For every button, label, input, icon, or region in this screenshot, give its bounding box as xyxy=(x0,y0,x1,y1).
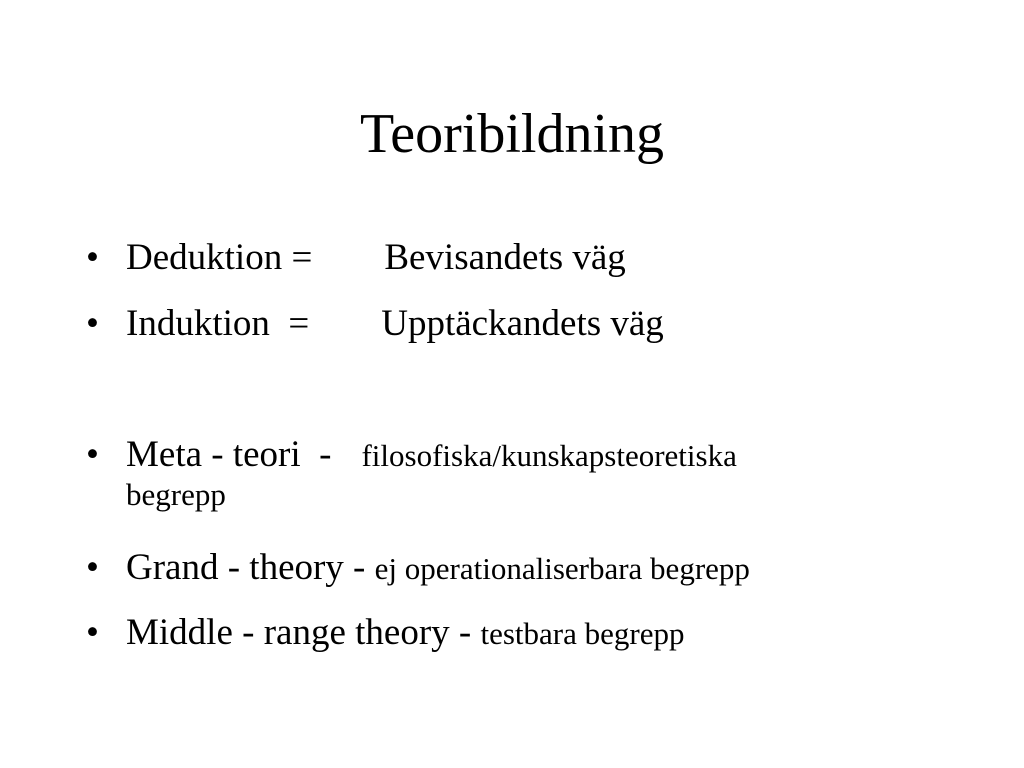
bullet-term: Induktion = xyxy=(126,303,310,344)
bullet-text xyxy=(126,611,684,656)
bullet-dot: • xyxy=(86,612,99,653)
bullet-text xyxy=(126,302,664,346)
bullet-text xyxy=(126,433,737,478)
bullet-term: Middle - range theory - xyxy=(126,612,472,653)
bullet-text xyxy=(126,236,626,280)
bullet-term: Grand - theory - xyxy=(126,547,366,588)
bullet-dot: • xyxy=(86,434,99,475)
bullet-definition: Upptäckandets väg xyxy=(381,303,664,344)
bullet-term: Deduktion = xyxy=(126,237,313,278)
bullet-text xyxy=(126,546,750,591)
bullet-dot: • xyxy=(86,547,99,588)
bullet-term: Meta - teori - xyxy=(126,434,332,475)
bullet-definition: ej operationaliserbara begrepp xyxy=(374,551,750,586)
bullet-definition: testbara begrepp xyxy=(480,616,685,651)
slide-title: Teoribildning xyxy=(359,103,665,165)
bullet-dot: • xyxy=(86,237,99,278)
bullet-continuation: begrepp xyxy=(126,477,226,512)
bullet-dot: • xyxy=(86,303,99,344)
bullet-definition: filosofiska/kunskapsteoretiska xyxy=(361,438,737,473)
bullet-definition: Bevisandets väg xyxy=(384,237,626,278)
